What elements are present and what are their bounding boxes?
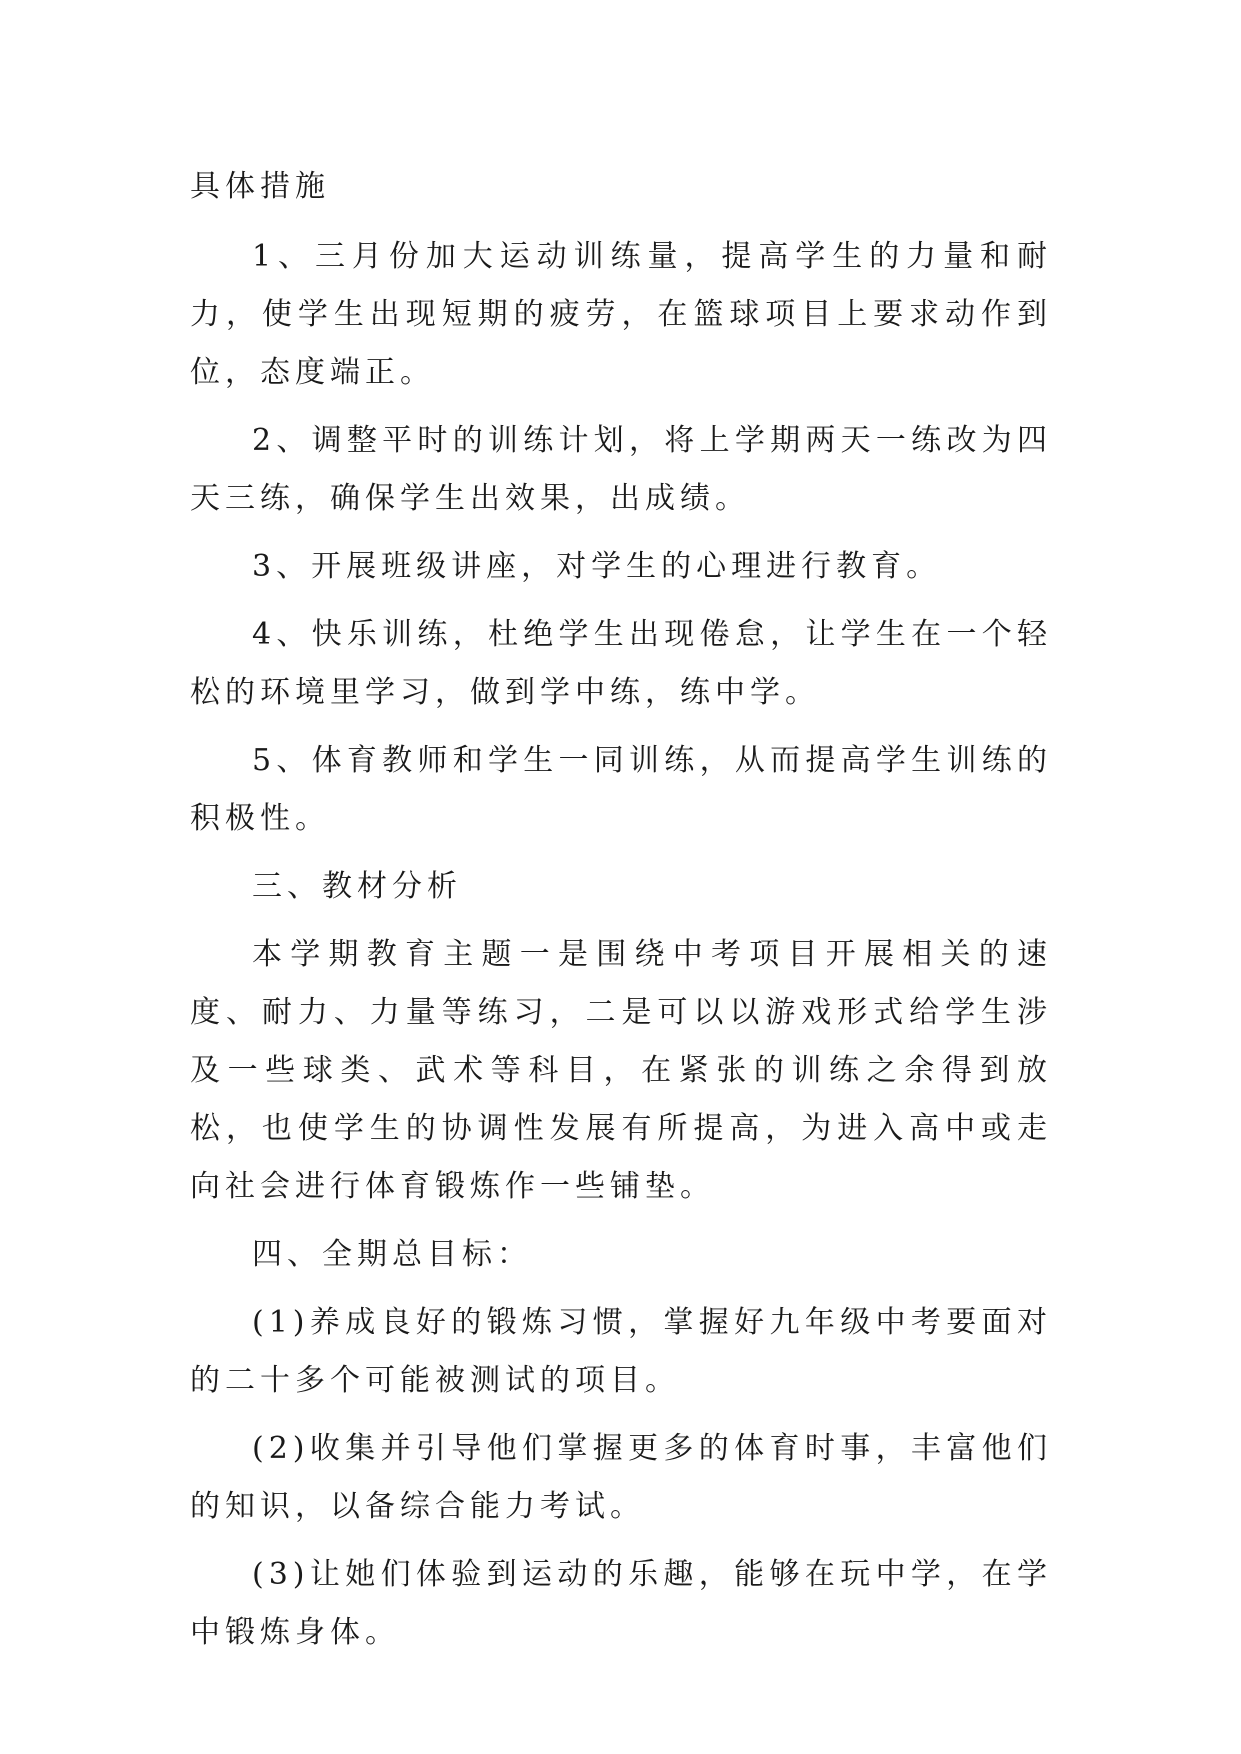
measure-item-4: 4、快乐训练，杜绝学生出现倦怠，让学生在一个轻松的环境里学习，做到学中练，练中学。 xyxy=(190,617,1052,710)
measures-heading: 具体措施 xyxy=(190,169,330,204)
goal-item-3: (3)让她们体验到运动的乐趣，能够在玩中学，在学中锻炼身体。 xyxy=(190,1557,1052,1650)
measure-item-1: 1、三月份加大运动训练量，提高学生的力量和耐力，使学生出现短期的疲劳，在篮球项目上要求动作到位，态度端正。 xyxy=(190,239,1052,390)
document-body xyxy=(190,158,1052,1672)
measure-item-2: 2、调整平时的训练计划，将上学期两天一练改为四天三练，确保学生出效果，出成绩。 xyxy=(190,423,1052,516)
section-4-title: 四、全期总目标： xyxy=(252,1237,532,1272)
goal-item-1: (1)养成良好的锻炼习惯，掌握好九年级中考要面对的二十多个可能被测试的项目。 xyxy=(190,1305,1052,1398)
goal-item-2: (2)收集并引导他们掌握更多的体育时事，丰富他们的知识，以备综合能力考试。 xyxy=(190,1431,1052,1524)
measure-item-5: 5、体育教师和学生一同训练，从而提高学生训练的积极性。 xyxy=(190,743,1052,836)
section-3-body: 本学期教育主题一是围绕中考项目开展相关的速度、耐力、力量等练习，二是可以以游戏形式给学生涉及一些球类、武术等科目，在紧张的训练之余得到放松，也使学生的协调性发展有所提高，为进入高中或走向社会进行体育锻炼作一些铺垫。 xyxy=(190,937,1052,1204)
section-3-title: 三、教材分析 xyxy=(252,869,462,904)
measure-item-3: 3、开展班级讲座，对学生的心理进行教育。 xyxy=(252,549,942,584)
